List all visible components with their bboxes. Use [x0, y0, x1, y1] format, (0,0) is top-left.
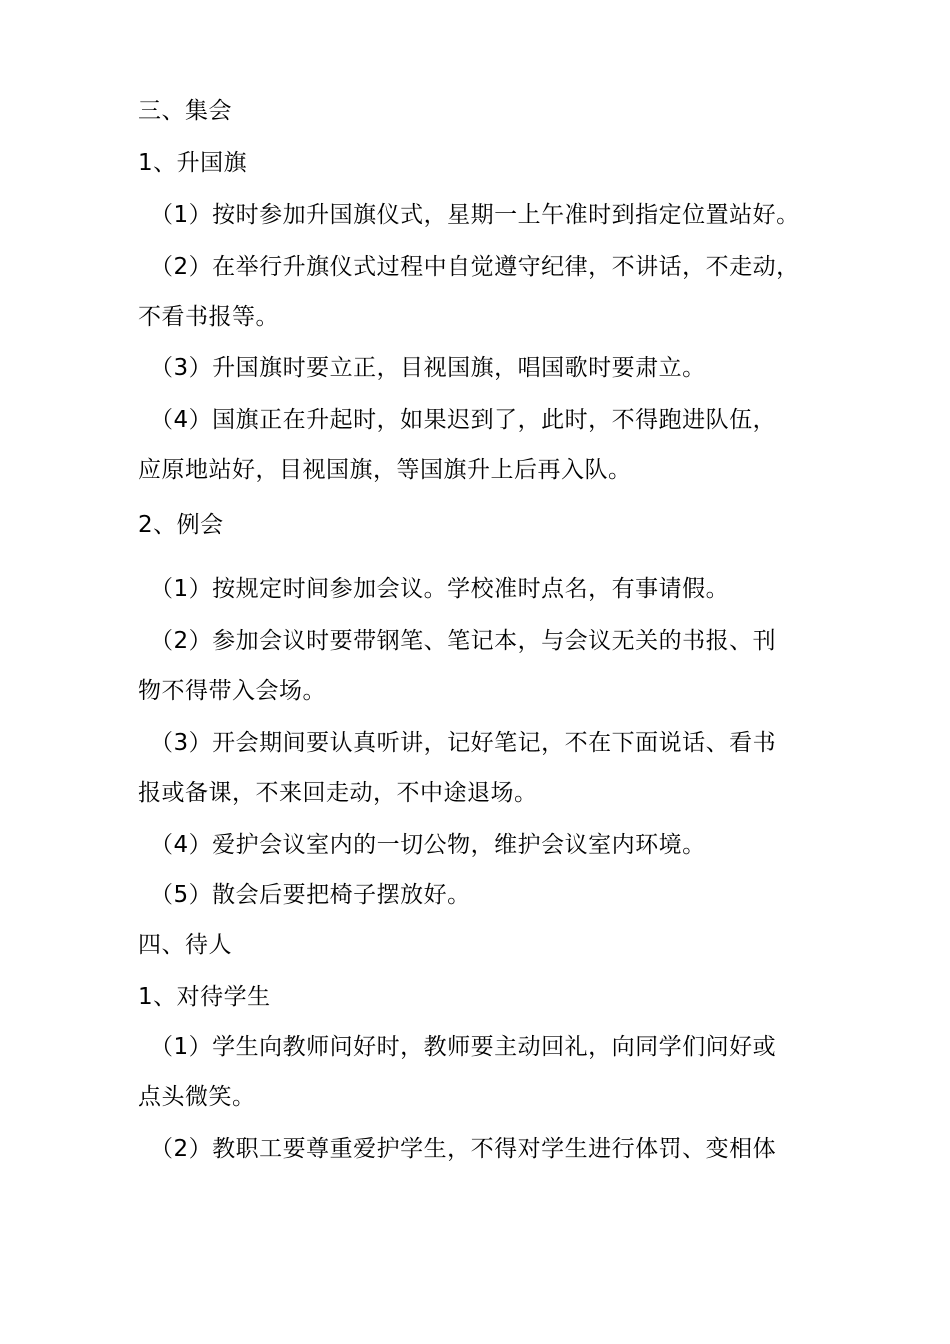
- paragraph-line: （3）开会期间要认真听讲，记好笔记，不在下面说话、看书: [150, 730, 777, 756]
- subsection-heading-meeting: 2、例会: [138, 512, 224, 538]
- paragraph-line: （1）按规定时间参加会议。学校准时点名，有事请假。: [150, 576, 730, 602]
- paragraph-line: 不看书报等。: [138, 304, 279, 330]
- paragraph-line: 应原地站好，目视国旗，等国旗升上后再入队。: [138, 457, 632, 483]
- paragraph-line: （4）爱护会议室内的一切公物，维护会议室内环境。: [150, 832, 706, 858]
- paragraph-line: 点头微笑。: [138, 1084, 256, 1110]
- paragraph-line: （5）散会后要把椅子摆放好。: [150, 882, 471, 908]
- paragraph-line: （2）参加会议时要带钢笔、笔记本，与会议无关的书报、刊: [150, 628, 777, 654]
- paragraph-line: （2）教职工要尊重爱护学生，不得对学生进行体罚、变相体: [150, 1136, 777, 1162]
- subsection-heading-students: 1、对待学生: [138, 984, 271, 1010]
- paragraph-line: （1）学生向教师问好时，教师要主动回礼，向同学们问好或: [150, 1034, 777, 1060]
- paragraph-line: （4）国旗正在升起时，如果迟到了，此时，不得跑进队伍，: [150, 407, 777, 433]
- paragraph-line: 物不得带入会场。: [138, 678, 326, 704]
- section-heading-assembly: 三、集会: [138, 98, 232, 124]
- paragraph-line: （3）升国旗时要立正，目视国旗，唱国歌时要肃立。: [150, 355, 706, 381]
- paragraph-line: （2）在举行升旗仪式过程中自觉遵守纪律，不讲话，不走动，: [150, 254, 800, 280]
- section-heading-treating-people: 四、待人: [138, 932, 232, 958]
- subsection-heading-flag-raising: 1、升国旗: [138, 150, 248, 176]
- paragraph-line: 报或备课，不来回走动，不中途退场。: [138, 780, 538, 806]
- paragraph-line: （1）按时参加升国旗仪式，星期一上午准时到指定位置站好。: [150, 202, 800, 228]
